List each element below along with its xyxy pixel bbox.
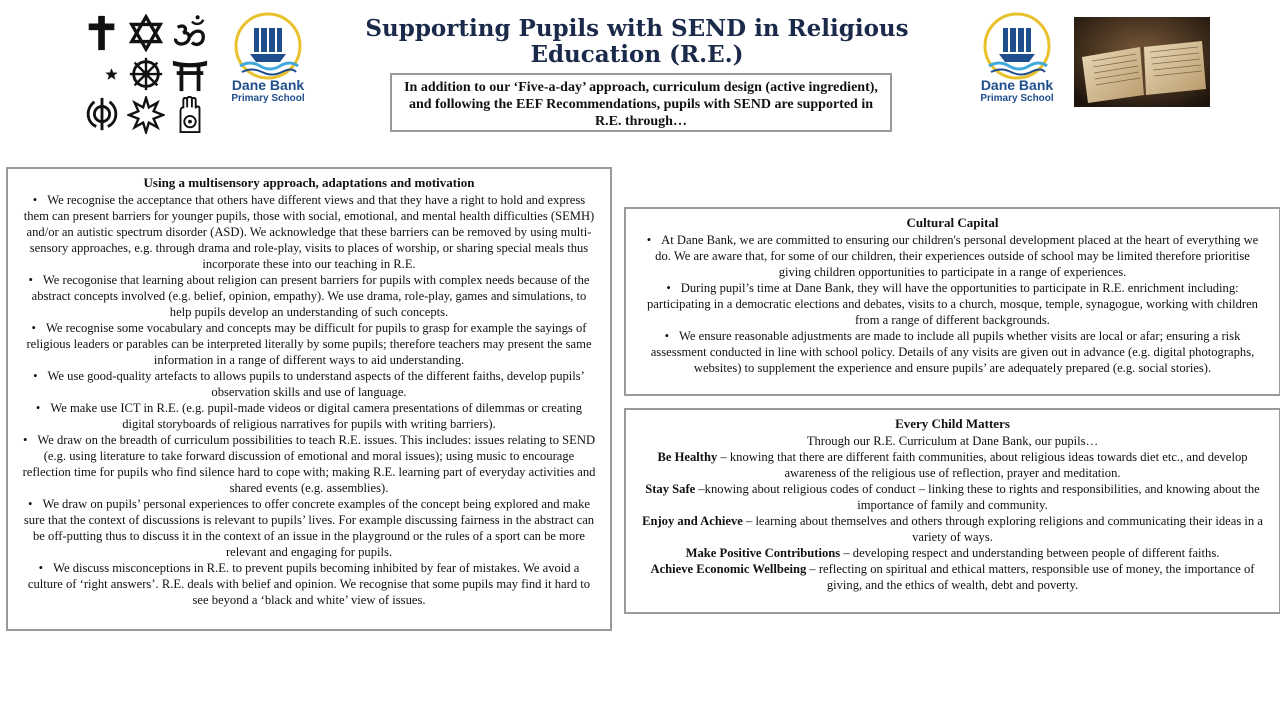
cultural-capital-heading: Cultural Capital (906, 215, 999, 230)
bahai-star-icon (126, 94, 166, 135)
school-name: Dane Bank (231, 77, 305, 93)
ecm-item (634, 481, 1271, 513)
list-item: • We draw on the breadth of curriculum possibilities to teach R.E. issues. This includes: issues relating to SEND (e.g. using literature to take forward discussion of emotional and moral issues); using music to encourage reflection time for pupils who find silence hard to cope with; making R.E. learning part of everyday activities and shared events (e.g. assemblies). (16, 432, 602, 496)
school-name-subtitle: Primary School (980, 93, 1054, 104)
list-item: • We recogonise that learning about religion can present barriers for pupils with complex needs because of the abstract concepts involved (e.g. belief, opinion, empathy). We use drama, role-play, games and simulations, to help pupils develop an understanding of such concepts. (16, 272, 602, 320)
open-book-photo (1074, 17, 1210, 107)
list-item: • We ensure reasonable adjustments are made to include all pupils whether visits are local or afar; ensuring a risk assessment conducted in line with school policy. Details of any visits are given out in advance (e.g. digital photographs, websites) to supplement the experience and ensure pupils’ are adequately prepared (e.g. social stories). (634, 328, 1271, 376)
list-item: • We make use ICT in R.E. (e.g. pupil-made videos or digital camera presentations of dilemmas or creating digital storyboards of religious narratives for pupils with writing barriers). (16, 400, 602, 432)
ecm-item-label: Make Positive Contributions (685, 546, 841, 560)
jain-hand-icon (170, 94, 210, 135)
ecm-item-label: Stay Safe (645, 482, 696, 496)
school-logo-left (226, 12, 310, 108)
ecm-item (634, 513, 1271, 545)
every-child-matters-intro: Through our R.E. Curriculum at Dane Bank, our pupils… (806, 434, 1099, 448)
multisensory-list (16, 192, 602, 608)
ecm-item-text: – developing respect and understanding between people of different faiths. (840, 546, 1220, 560)
ecm-item-text: –knowing about religious codes of conduct – linking these to rights and responsibilities, and knowing about the importance of family and community. (695, 482, 1260, 512)
list-item: • We draw on pupils’ personal experiences to offer concrete examples of the concept being explored and make sure that the context of discussions is relevant to pupils’ lives. For example discussing fairness in the abstract can be off-putting thus to discuss it in the context of an issue in the playground or the rules of a sport can be more relevant and engaging for pupils. (16, 496, 602, 560)
torii-icon (170, 53, 210, 94)
ecm-item-label: Be Healthy (657, 450, 718, 464)
multisensory-heading: Using a multisensory approach, adaptations and motivation (143, 175, 475, 190)
list-item: • We use good-quality artefacts to allows pupils to understand aspects of the different faiths, develop pupils’ observation skills and use of language. (16, 368, 602, 400)
multisensory-panel (6, 167, 612, 631)
ecm-item-text: – knowing that there are different faith communities, about religious ideas towards diet etc., and develop awareness of the religious use of reflection, prayer and meditation. (717, 450, 1248, 480)
school-name-subtitle: Primary School (231, 93, 305, 104)
every-child-matters-heading: Every Child Matters (895, 416, 1010, 431)
school-crest-icon (230, 12, 306, 80)
cultural-capital-panel (624, 207, 1280, 396)
school-name: Dane Bank (980, 77, 1054, 93)
ecm-item-text: – reflecting on spiritual and ethical matters, responsible use of money, the importance of giving, and the ethics of wealth, debt and poverty. (806, 562, 1255, 592)
list-item: • We recognise the acceptance that others have different views and that they have a right to hold and express them can present barriers for younger pupils, those with social, emotional, and mental health difficulties (SEMH) and/or an autistic spectrum disorder (ASD). We acknowledge that these barriers can be removed by using multi-sensory approaches, e.g. through drama and role-play, visits to places of worship, or sharing special meals thus incorporate these into our teaching in R.E. (16, 192, 602, 272)
star-of-david-icon (126, 12, 166, 53)
every-child-matters-panel (624, 408, 1280, 614)
ecm-item (634, 545, 1271, 561)
cultural-capital-list (634, 232, 1271, 376)
dharma-wheel-icon (126, 53, 166, 94)
page-title: Supporting Pupils with SEND in Religious Education (R.E.) (365, 15, 909, 68)
list-item: • During pupil’s time at Dane Bank, they will have the opportunities to participate in R.E. enrichment including: participating in a democratic elections and debates, visits to a church, mosque, temple, synagogue, working with children from a range of different backgrounds. (634, 280, 1271, 328)
latin-cross-icon (82, 12, 122, 53)
list-item: • We recognise some vocabulary and concepts may be difficult for pupils to grasp for example the sayings of religious leaders or parables can be interpreted literally by some pupils; therefore teachers may present the same information in a range of different ways to aid understanding. (16, 320, 602, 368)
school-crest-icon (979, 12, 1055, 80)
om-icon (170, 12, 210, 53)
list-item: • We discuss misconceptions in R.E. to prevent pupils becoming inhibited by fear of mistakes. We avoid a culture of ‘right answers’. R.E. deals with belief and opinion. We recognise that some pupils may find it hard to see beyond a ‘black and white’ view of issues. (16, 560, 602, 608)
faith-symbols-grid (82, 12, 212, 138)
intro-box: In addition to our ‘Five-a-day’ approach, curriculum design (active ingredient), and following the EEF Recommendations, pupils with SEND are supported in R.E. through… (390, 73, 892, 132)
ecm-item (634, 449, 1271, 481)
ecm-item-label: Achieve Economic Wellbeing (650, 562, 807, 576)
ecm-item-text: – learning about themselves and others through exploring religions and communicating their ideas in a variety of ways. (742, 514, 1263, 544)
ecm-item (634, 561, 1271, 593)
list-item: • At Dane Bank, we are committed to ensuring our children's personal development placed at the heart of everything we do. We are aware that, for some of our children, their experiences outside of school may be limited therefore prioritise giving children opportunities to participate in a range of experiences. (634, 232, 1271, 280)
khanda-icon (82, 94, 122, 135)
star-and-crescent-icon (82, 53, 122, 94)
ecm-item-label: Enjoy and Achieve (642, 514, 743, 528)
school-logo-right (975, 12, 1059, 108)
